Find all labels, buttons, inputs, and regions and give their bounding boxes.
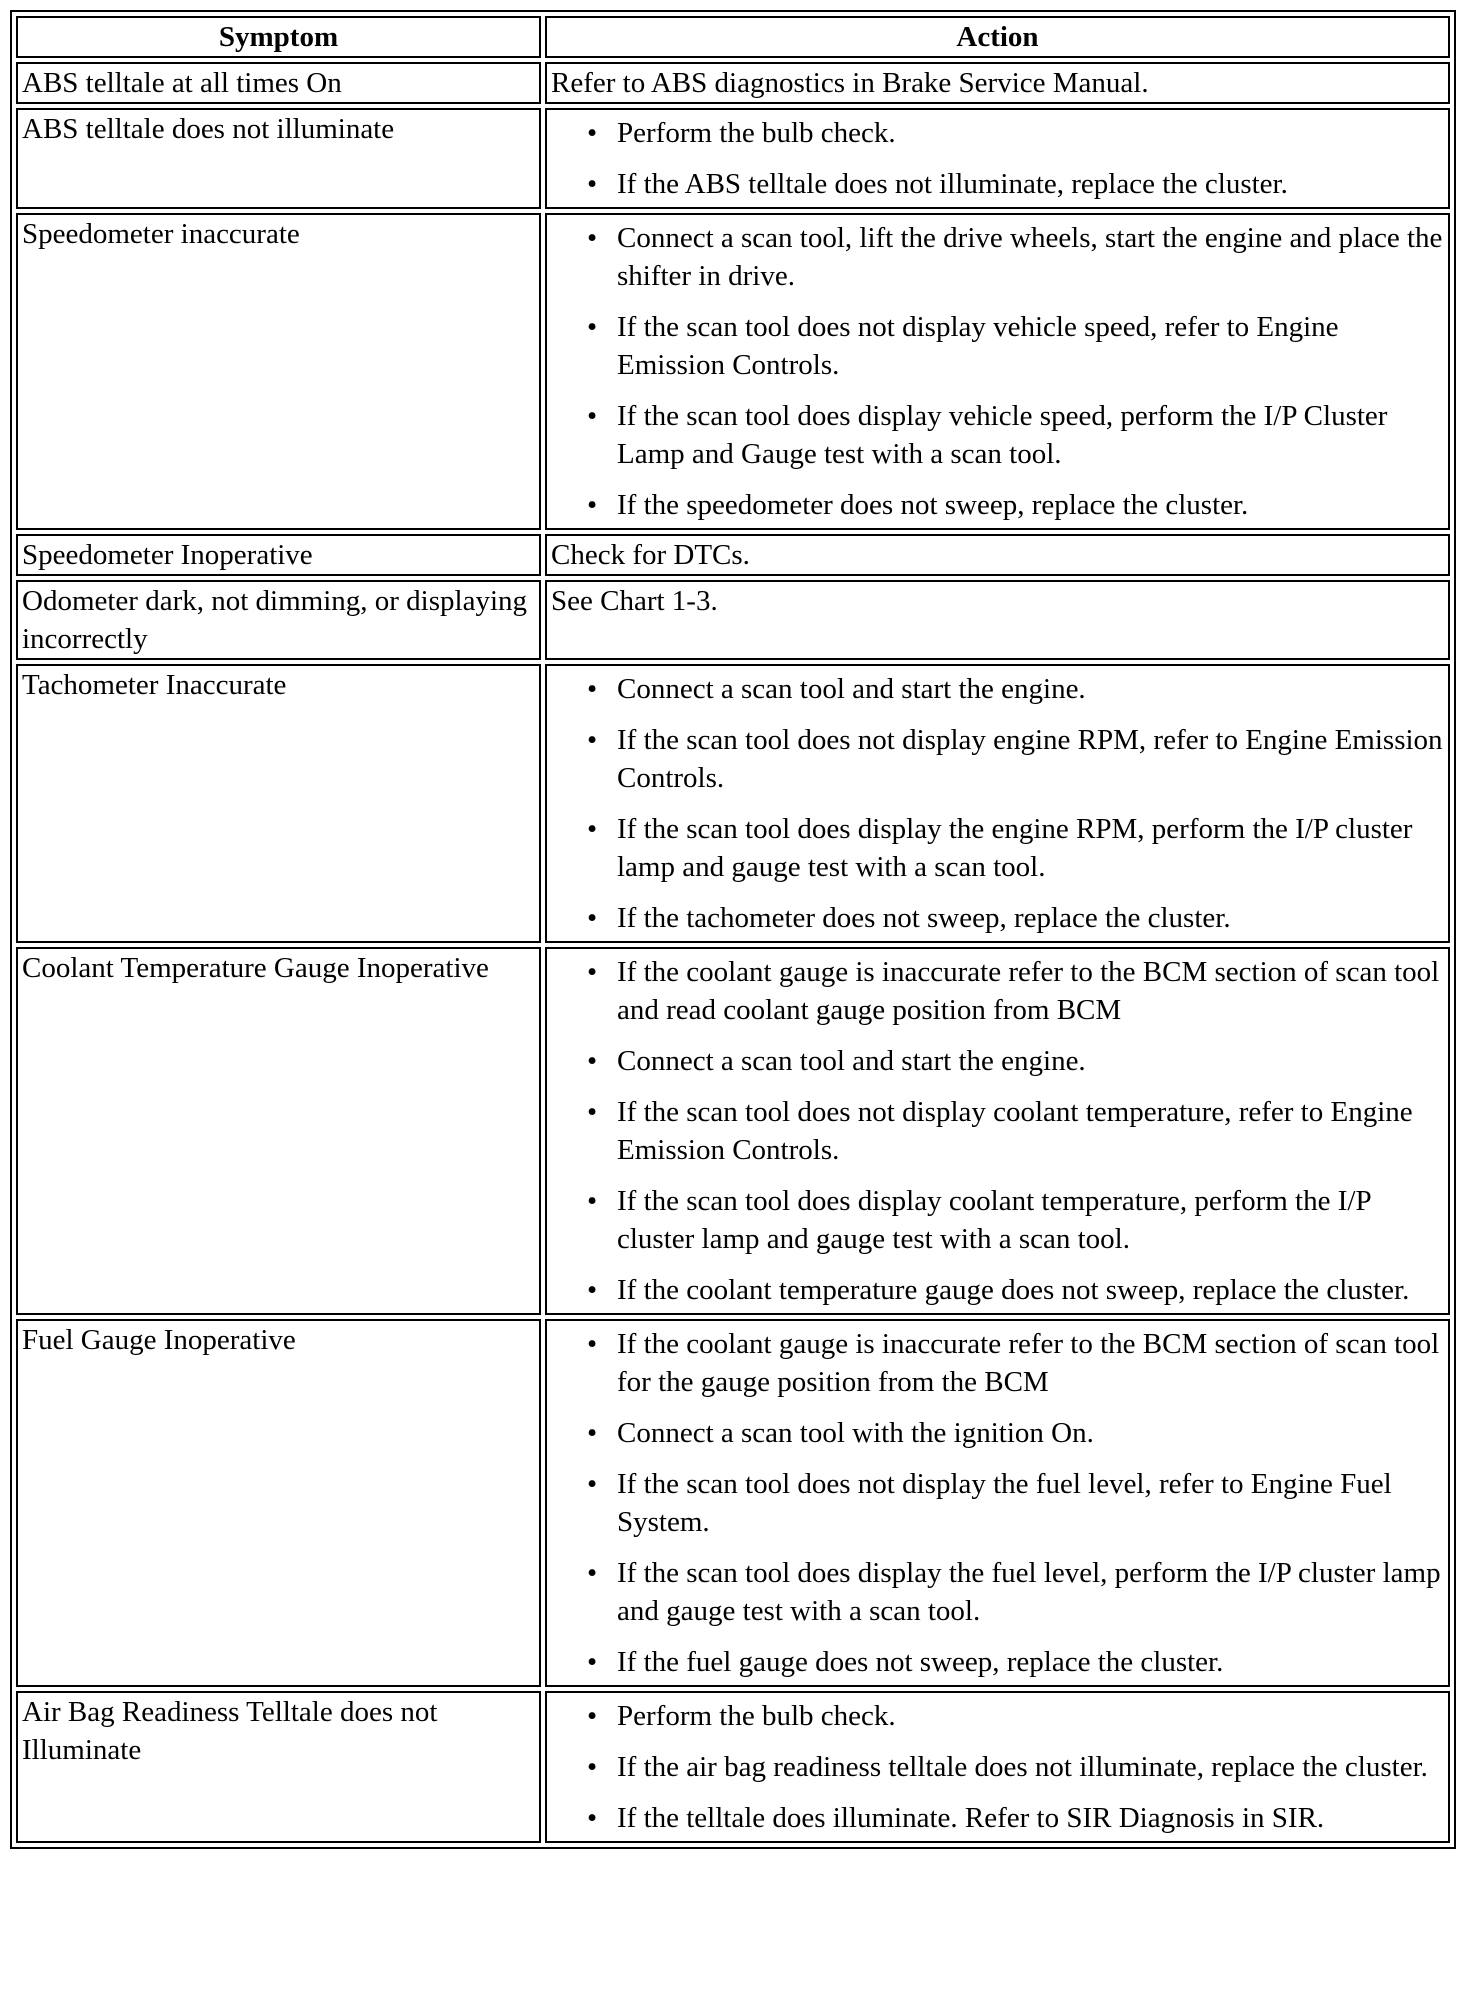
action-cell: [545, 664, 1450, 943]
action-list-item: [551, 1465, 1444, 1541]
action-text: If the scan tool does display vehicle speed, perform the I/P Cluster Lamp and Gauge test with a scan tool.: [617, 400, 1388, 470]
action-list-item: [551, 810, 1444, 886]
symptom-cell: Air Bag Readiness Telltale does not Illuminate: [16, 1691, 541, 1843]
action-text: If the scan tool does not display the fuel level, refer to Engine Fuel System.: [617, 1468, 1392, 1538]
action-list-item: [551, 114, 1444, 152]
table-row: [16, 213, 1450, 530]
action-text: If the scan tool does display the engine RPM, perform the I/P cluster lamp and gauge test with a scan tool.: [617, 813, 1413, 883]
action-text: If the ABS telltale does not illuminate, replace the cluster.: [617, 168, 1288, 200]
action-list-item: [551, 1093, 1444, 1169]
action-cell: [545, 947, 1450, 1315]
action-list: [551, 114, 1444, 203]
symptom-column-header: Symptom: [16, 16, 541, 58]
bullet-icon: •: [587, 724, 598, 756]
action-text: Connect a scan tool and start the engine.: [617, 673, 1086, 705]
bullet-icon: •: [587, 813, 598, 845]
action-text: If the scan tool does display coolant temperature, perform the I/P cluster lamp and gauge test with a scan tool.: [617, 1185, 1371, 1255]
bullet-icon: •: [587, 400, 598, 432]
bullet-icon: •: [587, 1700, 598, 1732]
action-cell: [545, 213, 1450, 530]
action-list-item: [551, 670, 1444, 708]
action-list: [551, 219, 1444, 524]
action-cell: [545, 108, 1450, 209]
action-text: If the coolant gauge is inaccurate refer to the BCM section of scan tool and read coolant gauge position from BCM: [617, 956, 1440, 1026]
table-row: [16, 62, 1450, 104]
action-list: [551, 1325, 1444, 1681]
action-text: If the scan tool does not display vehicle speed, refer to Engine Emission Controls.: [617, 311, 1339, 381]
action-list-item: [551, 1325, 1444, 1401]
bullet-icon: •: [587, 1802, 598, 1834]
bullet-icon: •: [587, 222, 598, 254]
table-row: [16, 534, 1450, 576]
action-column-header: Action: [545, 16, 1450, 58]
action-list-item: [551, 953, 1444, 1029]
symptom-action-table: [10, 10, 1456, 1849]
bullet-icon: •: [587, 1045, 598, 1077]
bullet-icon: •: [587, 311, 598, 343]
table-row: [16, 580, 1450, 660]
bullet-icon: •: [587, 168, 598, 200]
action-list-item: [551, 1697, 1444, 1735]
action-text: If the speedometer does not sweep, replace the cluster.: [617, 489, 1249, 521]
table-body: [16, 62, 1450, 1843]
bullet-icon: •: [587, 1557, 598, 1589]
bullet-icon: •: [587, 1417, 598, 1449]
action-text: If the coolant gauge is inaccurate refer to the BCM section of scan tool for the gauge position from the BCM: [617, 1328, 1440, 1398]
action-text: Connect a scan tool with the ignition On.: [617, 1417, 1094, 1449]
action-list-item: [551, 899, 1444, 937]
bullet-icon: •: [587, 956, 598, 988]
action-cell: [545, 62, 1450, 104]
action-list: [551, 1697, 1444, 1837]
action-list: [551, 670, 1444, 937]
table-row: [16, 1691, 1450, 1843]
symptom-cell: Fuel Gauge Inoperative: [16, 1319, 541, 1687]
bullet-icon: •: [587, 1751, 598, 1783]
action-list-item: [551, 397, 1444, 473]
action-cell: [545, 1691, 1450, 1843]
table-row: [16, 664, 1450, 943]
action-list-item: [551, 1554, 1444, 1630]
bullet-icon: •: [587, 1646, 598, 1678]
action-text: If the scan tool does display the fuel level, perform the I/P cluster lamp and gauge test with a scan tool.: [617, 1557, 1441, 1627]
symptom-cell: Speedometer Inoperative: [16, 534, 541, 576]
action-list-item: [551, 1643, 1444, 1681]
bullet-icon: •: [587, 1274, 598, 1306]
action-list-item: [551, 1748, 1444, 1786]
action-list-item: [551, 1799, 1444, 1837]
action-text: If the fuel gauge does not sweep, replace the cluster.: [617, 1646, 1224, 1678]
action-cell: [545, 580, 1450, 660]
action-text: If the scan tool does not display coolant temperature, refer to Engine Emission Controls.: [617, 1096, 1413, 1166]
action-text: See Chart 1-3.: [551, 585, 718, 617]
action-cell: [545, 1319, 1450, 1687]
symptom-cell: ABS telltale at all times On: [16, 62, 541, 104]
symptom-cell: Odometer dark, not dimming, or displaying incorrectly: [16, 580, 541, 660]
action-text: Refer to ABS diagnostics in Brake Service Manual.: [551, 67, 1149, 99]
action-list-item: [551, 165, 1444, 203]
bullet-icon: •: [587, 1468, 598, 1500]
bullet-icon: •: [587, 1328, 598, 1360]
bullet-icon: •: [587, 117, 598, 149]
document-page: [10, 10, 1454, 1849]
action-text: Check for DTCs.: [551, 539, 750, 571]
symptom-cell: Coolant Temperature Gauge Inoperative: [16, 947, 541, 1315]
bullet-icon: •: [587, 489, 598, 521]
table-row: [16, 947, 1450, 1315]
action-list-item: [551, 219, 1444, 295]
action-text: If the telltale does illuminate. Refer to SIR Diagnosis in SIR.: [617, 1802, 1325, 1834]
bullet-icon: •: [587, 673, 598, 705]
action-list-item: [551, 1271, 1444, 1309]
action-text: If the scan tool does not display engine RPM, refer to Engine Emission Controls.: [617, 724, 1443, 794]
bullet-icon: •: [587, 1096, 598, 1128]
table-header-row: [16, 16, 1450, 58]
action-list-item: [551, 308, 1444, 384]
action-text: If the air bag readiness telltale does not illuminate, replace the cluster.: [617, 1751, 1428, 1783]
action-text: If the coolant temperature gauge does not sweep, replace the cluster.: [617, 1274, 1410, 1306]
symptom-cell: Tachometer Inaccurate: [16, 664, 541, 943]
action-list-item: [551, 1042, 1444, 1080]
table-row: [16, 108, 1450, 209]
action-text: Connect a scan tool, lift the drive wheels, start the engine and place the shifter in drive.: [617, 222, 1443, 292]
action-cell: [545, 534, 1450, 576]
bullet-icon: •: [587, 1185, 598, 1217]
action-text: Perform the bulb check.: [617, 117, 896, 149]
action-list-item: [551, 1414, 1444, 1452]
action-list-item: [551, 721, 1444, 797]
action-text: If the tachometer does not sweep, replace the cluster.: [617, 902, 1231, 934]
bullet-icon: •: [587, 902, 598, 934]
symptom-cell: Speedometer inaccurate: [16, 213, 541, 530]
action-list-item: [551, 486, 1444, 524]
symptom-cell: ABS telltale does not illuminate: [16, 108, 541, 209]
action-text: Connect a scan tool and start the engine.: [617, 1045, 1086, 1077]
action-text: Perform the bulb check.: [617, 1700, 896, 1732]
table-row: [16, 1319, 1450, 1687]
action-list-item: [551, 1182, 1444, 1258]
action-list: [551, 953, 1444, 1309]
